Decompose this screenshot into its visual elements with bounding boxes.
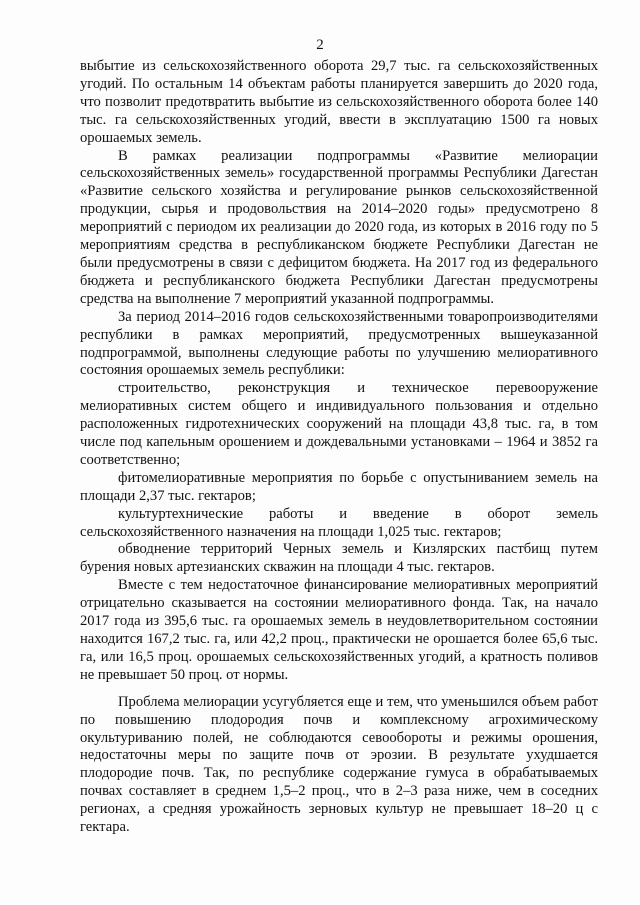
page-body	[80, 58, 598, 837]
page-number: 2	[316, 37, 324, 53]
paragraph-watering: обводнение территорий Черных земель и Кизлярских пастбищ путем бурения новых артезианских скважин на площади 4 тыс. гектаров.	[80, 541, 598, 576]
paragraph-financing: Вместе с тем недостаточное финансирование мелиоративных мероприятий отрицательно сказывается на состоянии мелиоративного фонда. Так, на начало 2017 года из 395,6 тыс. га орошаемых земель в неудовлетворительном состоянии находится 167,2 тыс. га, или 42,2 проц., практически не орошается более 65,6 тыс. га, или 16,5 проц. орошаемых сельскохозяйственных угодий, а кратность поливов не превышает 50 проц. от нормы.	[80, 577, 598, 683]
paragraph-construction: строительство, реконструкция и техническое перевооружение мелиоративных систем общего и индивидуального пользования и отдельно расположенных гидротехнических сооружений на площади 43,8 тыс. га, в том числе под капельным орошением и дождевальными установками – 1964 и 3852 га соответственно;	[80, 380, 598, 468]
paragraph-phytomelioration: фитомелиоративные мероприятия по борьбе с опустыниванием земель на площади 2,37 тыс. гектаров;	[80, 469, 598, 504]
paragraph-subprogram: В рамках реализации подпрограммы «Развитие мелиорации сельскохозяйственных земель» государственной программы Республики Дагестан «Развитие сельского хозяйства и регулирование рынков сельскохозяйственной продукции, сырья и продовольствия на 2014–2020 годы» предусмотрено 8 мероприятий с периодом их реализации до 2020 года, из которых в 2016 году по 5 мероприятиям средства в республиканском бюджете Республики Дагестан не были предусмотрены в связи с дефицитом бюджета. На 2017 год из федерального бюджета и республиканского бюджета Республики Дагестан предусмотрены средства на выполнение 7 мероприятий указанной подпрограммы.	[80, 147, 598, 307]
paragraph-soil-fertility: Проблема мелиорации усугубляется еще и тем, что уменьшился объем работ по повышению плодородия почв и комплексному агрохимическому окультуриванию полей, не соблюдаются севообороты и режимы орошения, недостаточны меры по защите почв от эрозии. В результате ухудшается плодородие почв. Так, по республике содержание гумуса в обрабатываемых почвах составляет в среднем 1,5–2 проц., что в 2–3 раза ниже, чем в соседних регионах, а средняя урожайность зерновых культур не превышает 18–20 ц с гектара.	[80, 693, 598, 836]
paragraph-cultural-works: культуртехнические работы и введение в оборот земель сельскохозяйственного назначения на площади 1,025 тыс. гектаров;	[80, 505, 598, 540]
paragraph-irrigation-objects: выбытие из сельскохозяйственного оборота 29,7 тыс. га сельскохозяйственных угодий. По остальным 14 объектам работы планируется завершить до 2020 года, что позволит предотвратить выбытие из сельскохозяйственного оборота более 140 тыс. га сельскохозяйственных угодий, ввести в эксплуатацию 1500 га новых орошаемых земель.	[80, 58, 598, 146]
paragraph-works-intro: За период 2014–2016 годов сельскохозяйственными товаропроизводителями республики в рамках мероприятий, предусмотренных вышеуказанной подпрограммой, выполнены следующие работы по улучшению мелиоративного состояния орошаемых земель республики:	[80, 308, 598, 379]
